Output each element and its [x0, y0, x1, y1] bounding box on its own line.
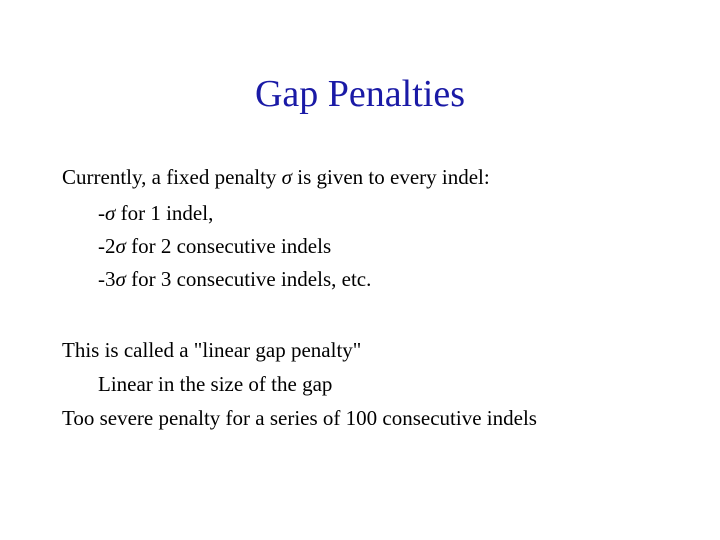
- sigma-symbol: σ: [115, 267, 126, 291]
- bullet-linear-gap-penalty: This is called a "linear gap penalty": [62, 338, 362, 362]
- sigma-symbol: σ: [281, 165, 293, 189]
- text-segment: for 2 consecutive indels: [125, 234, 332, 258]
- bullet-fixed-penalty: [62, 167, 490, 188]
- slide-title: Gap Penalties: [254, 73, 465, 115]
- sub-bullet-1-indel: [98, 203, 213, 224]
- text-segment: for 3 consecutive indels, etc.: [125, 267, 372, 291]
- text-segment: -3: [98, 267, 116, 291]
- text-segment: for 1 indel,: [115, 201, 214, 225]
- sub-bullet-3-indels: [98, 269, 371, 290]
- text-segment: Currently, a fixed penalty: [62, 165, 282, 189]
- sigma-symbol: σ: [115, 234, 126, 258]
- sub-bullet-2-indels: [98, 236, 331, 257]
- bullet-too-severe: Too severe penalty for a series of 100 consecutive indels: [62, 406, 537, 430]
- text-segment: -: [98, 201, 105, 225]
- sigma-symbol: σ: [105, 201, 116, 225]
- text-segment: -2: [98, 234, 116, 258]
- text-segment: is given to every indel:: [292, 165, 490, 189]
- sub-bullet-linear-size: Linear in the size of the gap: [98, 372, 333, 396]
